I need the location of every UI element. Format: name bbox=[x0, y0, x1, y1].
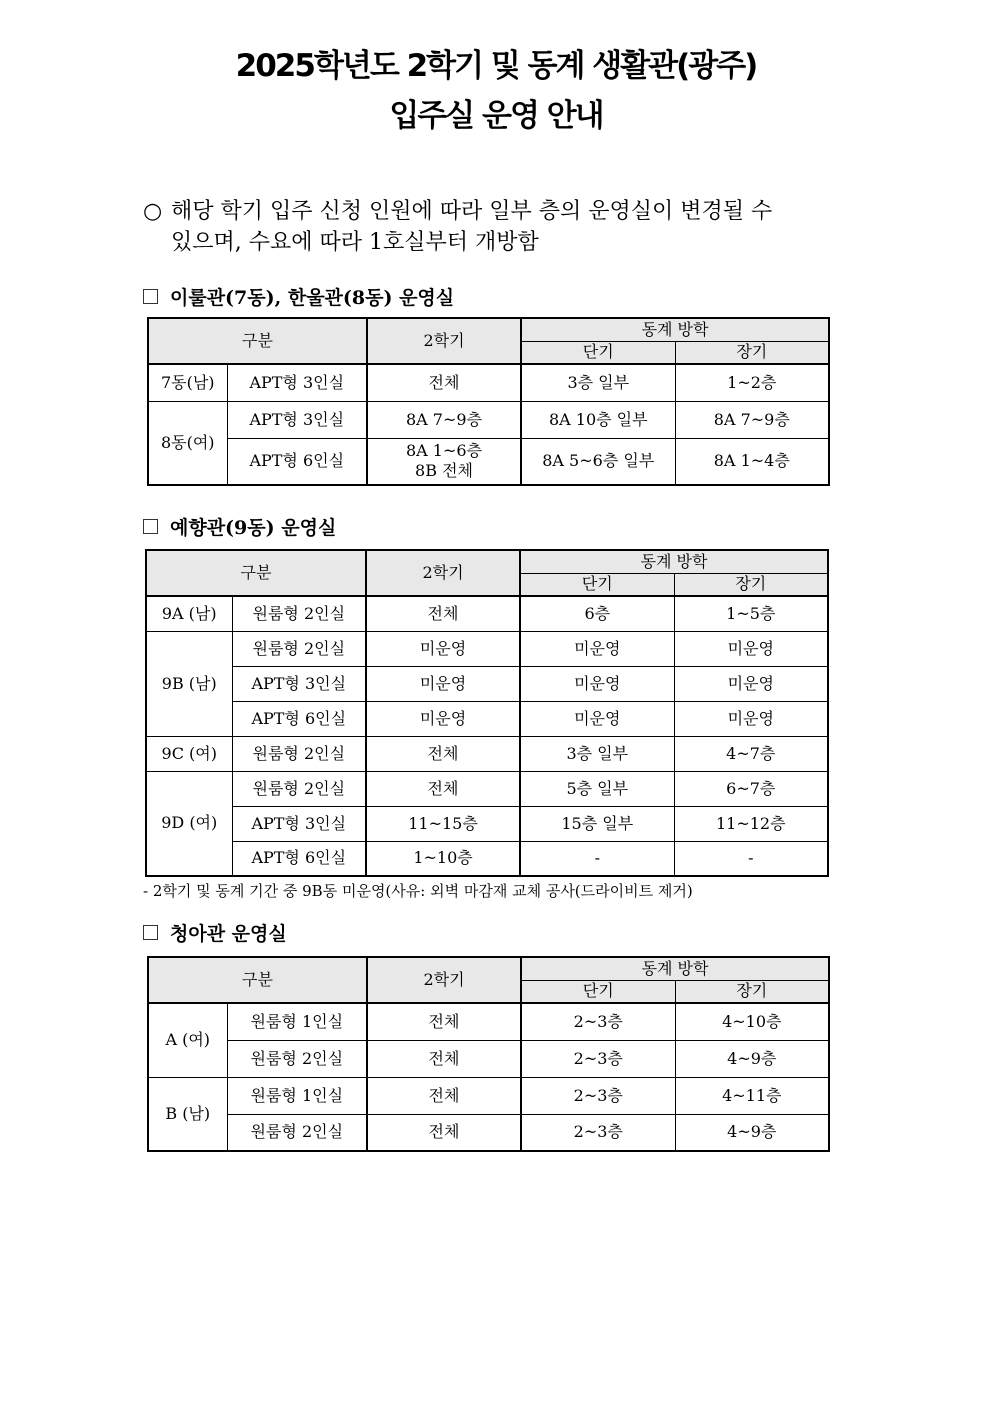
long-cell: 4~9층 bbox=[675, 1114, 829, 1151]
room-type: APT형 6인실 bbox=[232, 841, 366, 876]
header-category: 구분 bbox=[148, 318, 367, 364]
section2-heading: 예향관(9동) 운영실 bbox=[143, 513, 336, 540]
row-group: B (남) bbox=[148, 1077, 227, 1151]
short-cell: 미운영 bbox=[520, 631, 674, 666]
document-title-line1: 2025학년도 2학기 및 동계 생활관(광주) bbox=[235, 48, 757, 84]
room-type: 원룸형 2인실 bbox=[232, 771, 366, 806]
section2-table bbox=[145, 549, 829, 877]
section2-note: - 2학기 및 동계 기간 중 9B동 미운영(사유: 외벽 마감재 교체 공사(드라이비트 제거) bbox=[143, 882, 693, 900]
short-cell: 3층 일부 bbox=[521, 364, 675, 401]
header-winter: 동계 방학 bbox=[521, 318, 829, 341]
semester-cell: 11~15층 bbox=[366, 806, 520, 841]
semester-cell: 전체 bbox=[367, 1077, 521, 1114]
long-cell: 8A 1~4층 bbox=[675, 438, 829, 485]
header-category: 구분 bbox=[148, 957, 367, 1003]
semester-cell: 전체 bbox=[367, 364, 521, 401]
header-long: 장기 bbox=[674, 573, 828, 596]
short-cell: - bbox=[520, 841, 674, 876]
header-short: 단기 bbox=[521, 980, 675, 1003]
short-cell: 미운영 bbox=[520, 701, 674, 736]
long-cell: 4~11층 bbox=[675, 1077, 829, 1114]
short-cell: 2~3층 bbox=[521, 1077, 675, 1114]
semester-cell: 전체 bbox=[366, 736, 520, 771]
short-cell: 8A 10층 일부 bbox=[521, 401, 675, 438]
header-semester2: 2학기 bbox=[366, 550, 520, 596]
room-type: APT형 3인실 bbox=[227, 364, 367, 401]
checkbox-square-icon bbox=[143, 519, 158, 534]
section1-heading: 이룰관(7동), 한울관(8동) 운영실 bbox=[143, 283, 454, 310]
room-type: 원룸형 1인실 bbox=[227, 1077, 367, 1114]
short-cell: 2~3층 bbox=[521, 1114, 675, 1151]
header-category: 구분 bbox=[146, 550, 366, 596]
short-cell: 미운영 bbox=[520, 666, 674, 701]
room-type: 원룸형 2인실 bbox=[232, 596, 366, 631]
room-type: APT형 3인실 bbox=[232, 806, 366, 841]
long-cell: 1~5층 bbox=[674, 596, 828, 631]
room-type: 원룸형 2인실 bbox=[232, 736, 366, 771]
long-cell: 4~9층 bbox=[675, 1040, 829, 1077]
long-cell: 미운영 bbox=[674, 666, 828, 701]
semester-cell: 전체 bbox=[366, 596, 520, 631]
long-cell: 6~7층 bbox=[674, 771, 828, 806]
row-group: A (여) bbox=[148, 1003, 227, 1077]
room-type: APT형 6인실 bbox=[227, 438, 367, 485]
row-group: 9D (여) bbox=[146, 771, 232, 876]
row-group: 8동(여) bbox=[148, 401, 227, 485]
short-cell: 5층 일부 bbox=[520, 771, 674, 806]
header-long: 장기 bbox=[675, 980, 829, 1003]
row-group: 7동(남) bbox=[148, 364, 227, 401]
room-type: APT형 6인실 bbox=[232, 701, 366, 736]
semester-cell: 전체 bbox=[366, 771, 520, 806]
long-cell: 미운영 bbox=[674, 631, 828, 666]
semester-cell: 전체 bbox=[367, 1114, 521, 1151]
row-group: 9B (남) bbox=[146, 631, 232, 736]
long-cell: 4~7층 bbox=[674, 736, 828, 771]
header-winter: 동계 방학 bbox=[521, 957, 829, 980]
room-type: 원룸형 2인실 bbox=[227, 1114, 367, 1151]
intro-line2: 있으며, 수요에 따라 1호실부터 개방함 bbox=[171, 230, 539, 255]
checkbox-square-icon bbox=[143, 925, 158, 940]
intro-line1: 해당 학기 입주 신청 인원에 따라 일부 층의 운영실이 변경될 수 bbox=[171, 199, 773, 224]
short-cell: 3층 일부 bbox=[520, 736, 674, 771]
semester-cell: 미운영 bbox=[366, 701, 520, 736]
header-semester2: 2학기 bbox=[367, 957, 521, 1003]
room-type: APT형 3인실 bbox=[227, 401, 367, 438]
room-type: 원룸형 2인실 bbox=[232, 631, 366, 666]
semester-cell: 8A 1~6층 8B 전체 bbox=[367, 438, 521, 485]
short-cell: 2~3층 bbox=[521, 1040, 675, 1077]
row-group: 9C (여) bbox=[146, 736, 232, 771]
long-cell: 8A 7~9층 bbox=[675, 401, 829, 438]
room-type: 원룸형 1인실 bbox=[227, 1003, 367, 1040]
intro-paragraph bbox=[143, 196, 855, 258]
short-cell: 2~3층 bbox=[521, 1003, 675, 1040]
semester-cell: 1~10층 bbox=[366, 841, 520, 876]
room-type: 원룸형 2인실 bbox=[227, 1040, 367, 1077]
header-short: 단기 bbox=[520, 573, 674, 596]
semester-cell: 미운영 bbox=[366, 666, 520, 701]
header-winter: 동계 방학 bbox=[520, 550, 828, 573]
room-type: APT형 3인실 bbox=[232, 666, 366, 701]
row-group: 9A (남) bbox=[146, 596, 232, 631]
header-short: 단기 bbox=[521, 341, 675, 364]
long-cell: 1~2층 bbox=[675, 364, 829, 401]
short-cell: 8A 5~6층 일부 bbox=[521, 438, 675, 485]
section3-heading: 청아관 운영실 bbox=[143, 919, 287, 946]
section1-table bbox=[147, 317, 830, 486]
short-cell: 15층 일부 bbox=[520, 806, 674, 841]
long-cell: 11~12층 bbox=[674, 806, 828, 841]
long-cell: 4~10층 bbox=[675, 1003, 829, 1040]
semester-cell: 8A 7~9층 bbox=[367, 401, 521, 438]
semester-cell: 전체 bbox=[367, 1003, 521, 1040]
semester-cell: 미운영 bbox=[366, 631, 520, 666]
long-cell: 미운영 bbox=[674, 701, 828, 736]
checkbox-square-icon bbox=[143, 289, 158, 304]
circle-bullet-icon: ○ bbox=[143, 199, 163, 224]
long-cell: - bbox=[674, 841, 828, 876]
short-cell: 6층 bbox=[520, 596, 674, 631]
header-long: 장기 bbox=[675, 341, 829, 364]
header-semester2: 2학기 bbox=[367, 318, 521, 364]
section3-table bbox=[147, 956, 830, 1152]
document-title-line2: 입주실 운영 안내 bbox=[389, 98, 603, 134]
semester-cell: 전체 bbox=[367, 1040, 521, 1077]
